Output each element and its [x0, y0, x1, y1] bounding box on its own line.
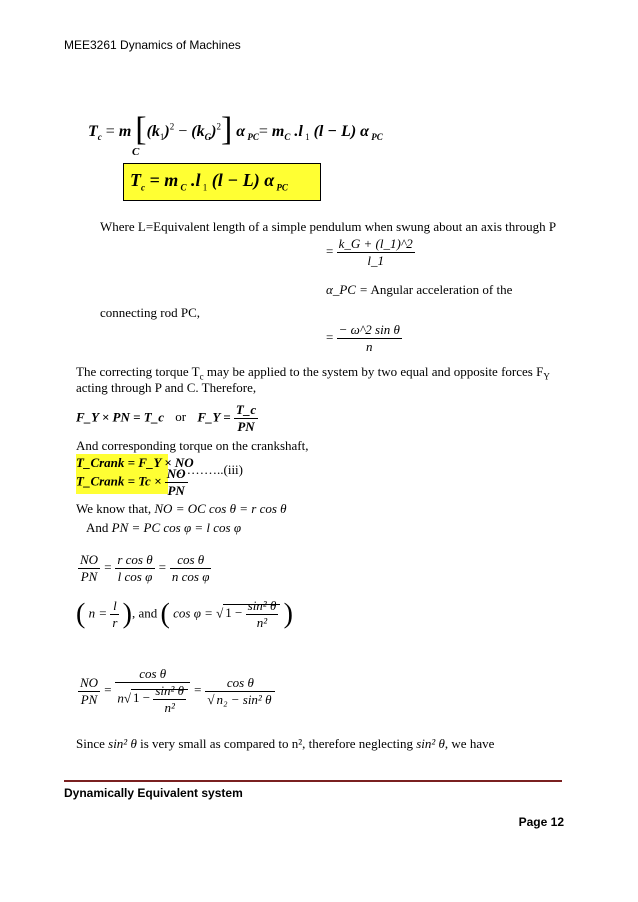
- alpha-denominator: n: [365, 339, 373, 354]
- no-equation: NO = OC cos θ = r cos θ: [154, 501, 287, 516]
- L-numerator: k_G + (l_1)^2: [338, 236, 413, 251]
- footer-rule: [64, 780, 562, 782]
- pn-line: And PN = PC cos φ = l cos φ: [86, 520, 242, 535]
- L-denominator: l_1: [367, 253, 384, 268]
- pn-equation: PN = PC cos φ = l cos φ: [111, 520, 242, 535]
- footer-title: Dynamically Equivalent system: [64, 786, 243, 800]
- ratio-equation-2: $\frac{NO}{PN}$ = cos θ n√ 1 − $\frac{\text{sin² θ}}{\text{n²}}$ = $\frac{\text{cos θ}}{\text{√ n₂ − sin² θ}}$: [78, 666, 275, 716]
- correcting-torque-para: The correcting torque $T_c$ may be applied to the system by two equal and opposite forces $F_Y$: [76, 364, 550, 382]
- running-header: MEE3261 Dynamics of Machines: [64, 38, 241, 52]
- correcting-torque-para-2: acting through P and C. Therefore,: [76, 380, 257, 395]
- L-definition: = $\frac{k\_G + (l\_1)\^{}2}{l\_1}$: [326, 236, 413, 268]
- equation-torque-boxed: $T_c = m$ $_C$ .l $_1$ (l − L) α $_{PC}$: [130, 170, 288, 193]
- crank-equation-2: T_Crank = Tc × $\frac{NO}{PN}$: [76, 466, 186, 498]
- where-line: Where L=Equivalent length of a simple pendulum when swung about an axis through P: [100, 219, 557, 234]
- alpha-definition: [326, 282, 512, 298]
- equation-reference: ………..(iii): [178, 462, 243, 477]
- crank-intro: And corresponding torque on the crankshaft,: [76, 438, 309, 453]
- alpha-label: α_PC =: [326, 282, 368, 297]
- know-line: We know that, NO = OC cos θ = r cos θ: [76, 501, 287, 516]
- force-equation: F_Y × PN = T_c or F_Y = $\frac{T\_c}{PN}$: [76, 402, 257, 434]
- since-line: Since sin² θ is very small as compared to n², therefore neglecting sin² θ, we have: [76, 736, 495, 751]
- equation-torque-full: $T_c = m$ $[(k_1)^2 - (k_G)^2]$ α $_{PC}= m_C$ .l $_1$ (l − L) α $_{PC}$ C: [88, 111, 383, 158]
- crank-equation-1: T_Crank = F_Y × NO: [76, 455, 194, 470]
- alpha-expression: = $\frac{\text{− ω\textasciicircum{}2 sin θ}}{n}$: [326, 322, 400, 354]
- ratio-equation-1: $\frac{NO}{PN}$ = $\frac{\text{r cos θ}}{\text{l cos φ}}$ = $\frac{\text{cos θ}}{\text{n cos φ}}$: [80, 552, 210, 584]
- connecting-rod-line: connecting rod PC,: [100, 305, 201, 320]
- alpha-numerator: − ω^2 sin θ: [338, 322, 400, 337]
- page-number: Page 12: [518, 815, 564, 829]
- alpha-description: Angular acceleration of the: [370, 282, 513, 297]
- n-definition: ( n = $\frac{l}{r}$ ), and ( cos φ = √ 1 − $\frac{\text{sin² θ}}{\text{n²}}$ ): [76, 598, 293, 630]
